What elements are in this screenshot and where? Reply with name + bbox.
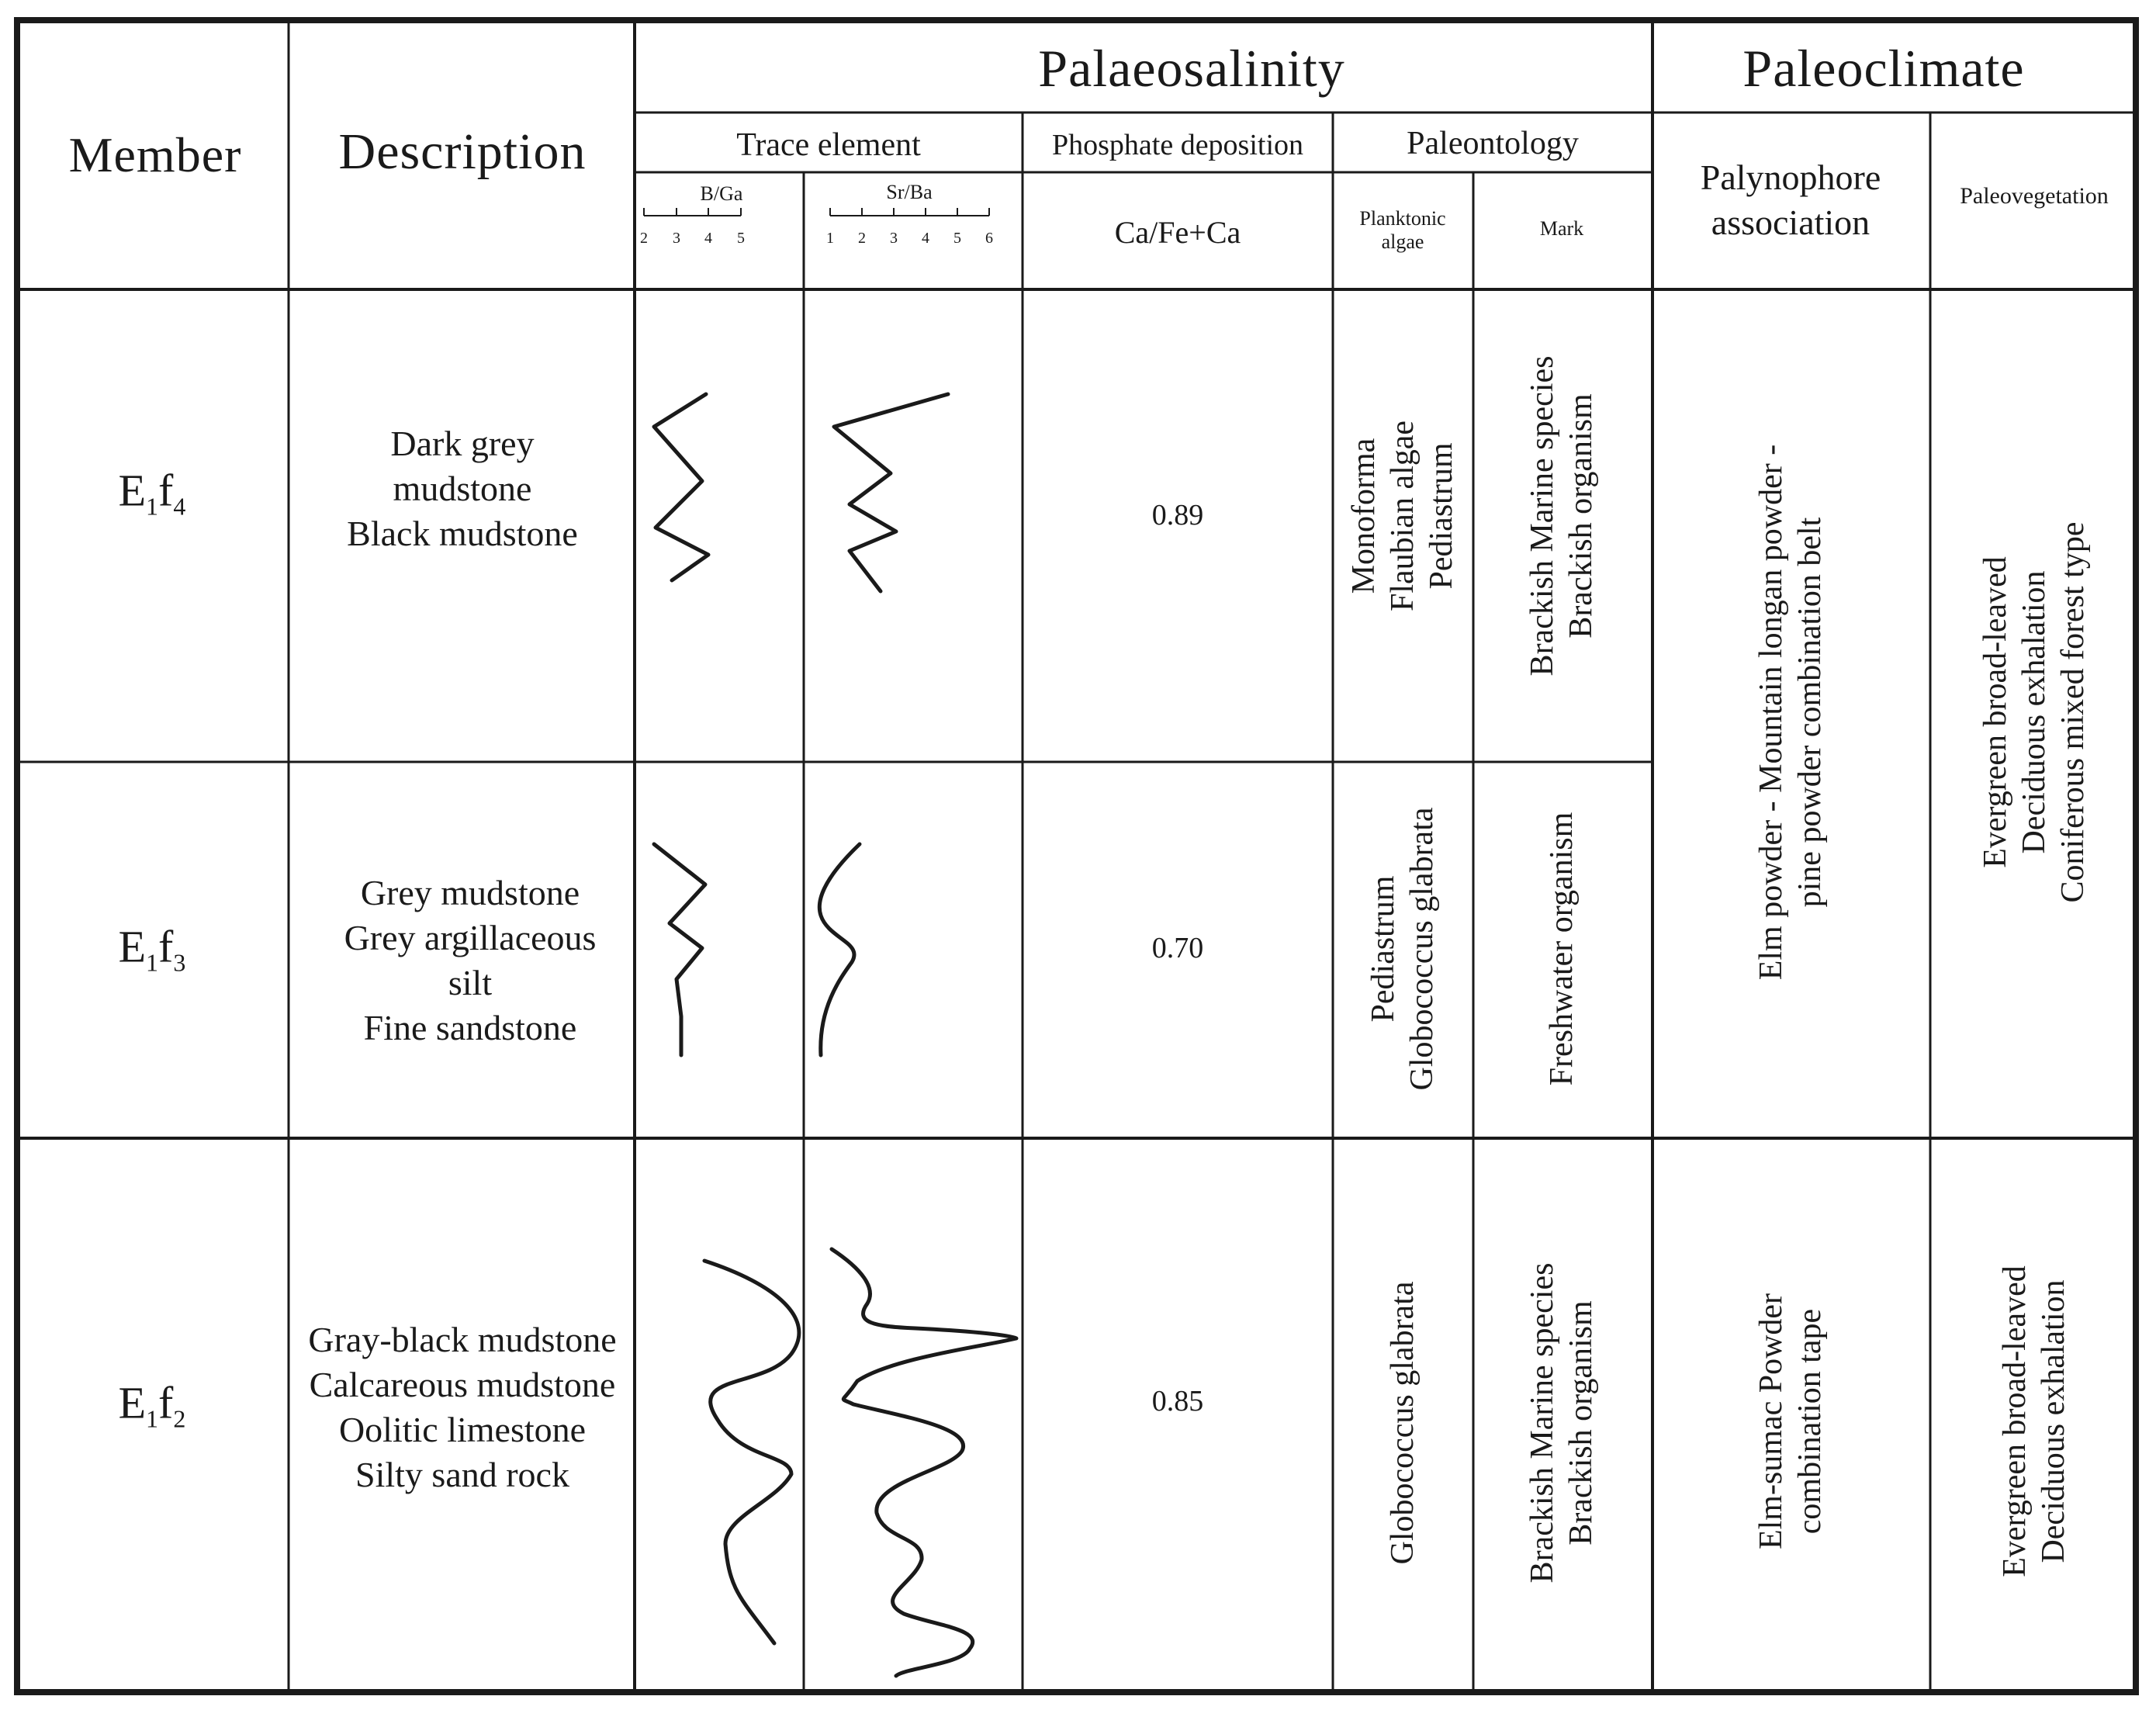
mark-e1f2: Brackish Marine species Brackish organism <box>1524 1262 1599 1584</box>
phosphate-deposition-header: Phosphate deposition <box>1051 129 1304 161</box>
paleovegetation-upper: Evergreen broad-leaved Deciduous exhalation Coniferous mixed forest type <box>1978 521 2091 903</box>
paleovegetation-lower: Evergreen broad-leaved Deciduous exhalation <box>1997 1265 2071 1577</box>
srba-tick-1: 1 <box>826 230 834 247</box>
ca-value-e1f4: 0.89 <box>1151 499 1204 531</box>
srba-tick-3: 3 <box>890 230 898 247</box>
member-e1f3: $E_1f_3$ <box>118 921 186 977</box>
ca-ratio-label: Ca/Fe+Ca <box>1114 215 1241 250</box>
member-header: Member <box>68 127 242 182</box>
paleontology-header: Paleontology <box>1407 126 1579 161</box>
planktonic-algae-header: Planktonic algae <box>1359 207 1446 253</box>
bga-curve-e1f3 <box>654 844 705 1055</box>
description-e1f2: Gray-black mudstone Calcareous mudstone Oolitic limestone Silty sand rock <box>308 1320 617 1494</box>
srba-tick-2: 2 <box>858 230 866 247</box>
planktonic-algae-e1f2: Globococcus glabrata <box>1385 1281 1421 1565</box>
palynophore-upper: Elm powder - Mountain longan powder - pine powder combination belt <box>1753 444 1828 981</box>
paleovegetation-header: Paleovegetation <box>1960 183 2109 209</box>
description-e1f3: Grey mudstone Grey argillaceous silt Fine sandstone <box>344 873 597 1047</box>
trace-element-header: Trace element <box>736 127 921 163</box>
srba-tick-6: 6 <box>985 230 993 247</box>
planktonic-algae-e1f3: Pediastrum Globococcus glabrata <box>1365 807 1440 1091</box>
srba-curve-e1f2 <box>832 1249 1016 1676</box>
srba-curve-e1f4 <box>834 394 948 591</box>
srba-curve-e1f3 <box>819 844 860 1055</box>
description-header: Description <box>338 123 587 180</box>
palaeosalinity-header: Palaeosalinity <box>1038 39 1345 98</box>
paleoclimate-header: Paleoclimate <box>1742 39 2025 98</box>
bga-axis <box>644 208 741 216</box>
bga-tick-4: 4 <box>704 230 712 247</box>
srba-tick-5: 5 <box>953 230 961 247</box>
bga-curve-e1f4 <box>654 394 708 580</box>
mark-header: Mark <box>1539 217 1584 240</box>
ca-value-e1f3: 0.70 <box>1151 932 1204 964</box>
srba-tick-4: 4 <box>922 230 929 247</box>
srba-label: Sr/Ba <box>886 181 933 203</box>
mark-e1f3: Freshwater organism <box>1544 812 1580 1086</box>
bga-tick-5: 5 <box>737 230 745 247</box>
ca-value-e1f2: 0.85 <box>1151 1385 1204 1418</box>
mark-e1f4: Brackish Marine species Brackish organism <box>1524 355 1599 677</box>
srba-axis <box>830 208 989 216</box>
bga-tick-3: 3 <box>673 230 680 247</box>
bga-curve-e1f2 <box>704 1261 799 1643</box>
bga-label: B/Ga <box>700 182 743 205</box>
palynophore-header: Palynophore association <box>1700 158 1881 242</box>
bga-tick-2: 2 <box>640 230 648 247</box>
planktonic-algae-e1f4: Monoforma Flaubian algae Pediastrum <box>1346 420 1459 612</box>
description-e1f4: Dark grey mudstone Black mudstone <box>347 424 578 553</box>
member-e1f4: $E_1f_4$ <box>118 465 186 521</box>
member-e1f2: $E_1f_2$ <box>118 1377 186 1433</box>
palynophore-lower: Elm-sumac Powder combination tape <box>1753 1293 1828 1550</box>
